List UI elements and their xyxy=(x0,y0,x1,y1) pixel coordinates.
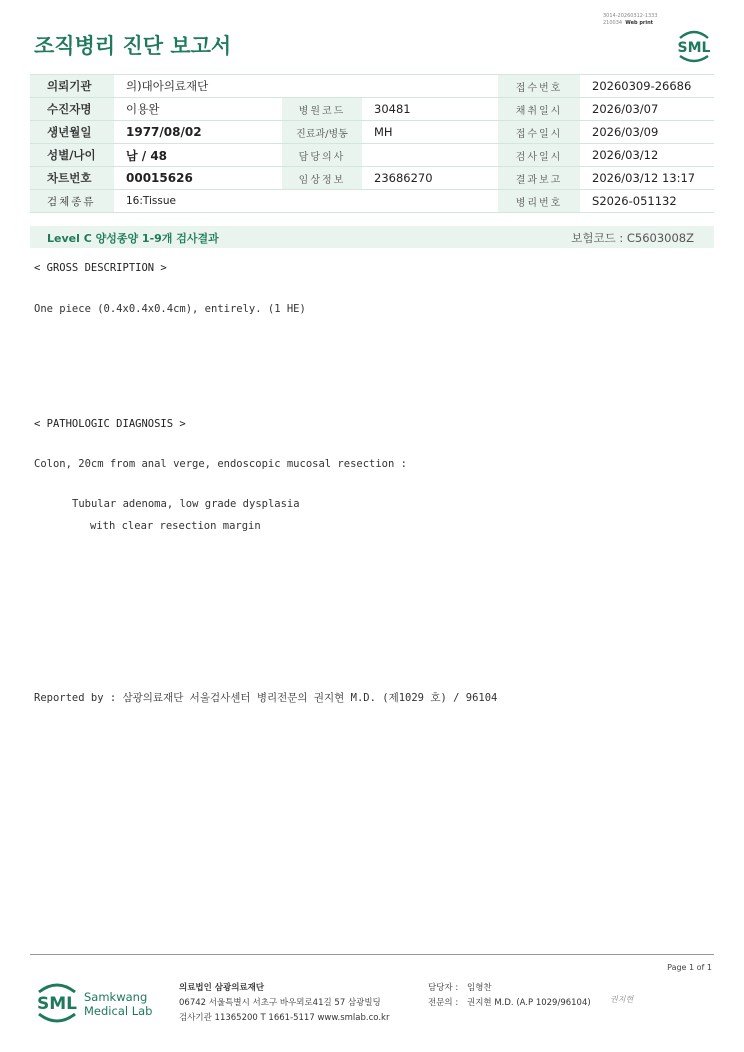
print-stamp xyxy=(603,13,658,27)
diagnosis-line-1: Tubular adenoma, low grade dysplasia xyxy=(72,498,300,510)
footer-divider xyxy=(30,954,714,955)
table-row xyxy=(30,121,714,144)
specimen-description: Colon, 20cm from anal verge, endoscopic mucosal resection : xyxy=(34,458,407,470)
patient-info-table xyxy=(30,74,714,213)
value-clinical-info: 23686270 xyxy=(362,167,498,190)
table-row xyxy=(30,98,714,121)
brand-line-1: Samkwang xyxy=(84,990,148,1004)
value-receipt-date: 2026/03/09 xyxy=(580,121,714,144)
value-collection-date: 2026/03/07 xyxy=(580,98,714,121)
stamp-line-2 xyxy=(603,20,658,27)
label-exam-date: 검사일시 xyxy=(498,144,580,167)
report-title: 조직병리 진단 보고서 xyxy=(34,34,232,58)
label-chart-no: 차트번호 xyxy=(30,167,114,190)
label-sex-age: 성별/나이 xyxy=(30,144,114,167)
samkwang-logo-icon xyxy=(35,978,160,1030)
label-receipt-no: 접수번호 xyxy=(498,75,580,98)
label-birth-date: 생년월일 xyxy=(30,121,114,144)
staff-label: 담당자 : xyxy=(428,983,459,993)
gross-description-heading: < GROSS DESCRIPTION > xyxy=(34,262,167,274)
test-result-bar xyxy=(30,226,714,248)
table-row xyxy=(30,75,714,98)
label-hospital-code: 병원코드 xyxy=(282,98,362,121)
table-row xyxy=(30,167,714,190)
logo-text: SML xyxy=(677,40,711,56)
value-result-report: 2026/03/12 13:17 xyxy=(580,167,714,190)
value-pathology-no: S2026-051132 xyxy=(580,190,714,213)
org-contact: 검사기관 11365200 T 1661-5117 www.smlab.co.kr xyxy=(179,1013,390,1023)
gross-description-text: One piece (0.4x0.4x0.4cm), entirely. (1 HE) xyxy=(34,303,306,315)
label-pathology-no: 병리번호 xyxy=(498,190,580,213)
value-exam-date: 2026/03/12 xyxy=(580,144,714,167)
stamp-id: 210034 xyxy=(603,20,623,26)
org-name: 의료법인 삼광의료재단 xyxy=(179,983,265,993)
table-row xyxy=(30,144,714,167)
value-sex-age: 남 / 48 xyxy=(114,144,282,167)
label-clinical-info: 임상정보 xyxy=(282,167,362,190)
reported-by: Reported by : 삼광의료재단 서울검사센터 병리전문의 권지현 M.D. (제1029 호) / 96104 xyxy=(34,692,498,704)
value-department: MH xyxy=(362,121,498,144)
sml-logo-icon xyxy=(674,26,714,68)
value-specimen-type: 16:Tissue xyxy=(114,190,498,213)
diagnosis-line-2: with clear resection margin xyxy=(90,520,261,532)
label-result-report: 결과보고 xyxy=(498,167,580,190)
staff-name: 임형찬 xyxy=(467,983,492,993)
specialist-name: 권지현 M.D. (A.P 1029/96104) xyxy=(467,998,591,1008)
specialist-label: 전문의 : xyxy=(428,998,459,1008)
org-address: 06742 서울특별시 서초구 바우뫼로41길 57 삼광빌딩 xyxy=(179,998,381,1008)
brand-line-2: Medical Lab xyxy=(84,1004,153,1018)
page-number: Page 1 of 1 xyxy=(667,963,712,972)
value-birth-date: 1977/08/02 xyxy=(114,121,282,144)
value-chart-no: 00015626 xyxy=(114,167,282,190)
label-collection-date: 채취일시 xyxy=(498,98,580,121)
value-doctor xyxy=(362,144,498,167)
label-department: 진료과/병동 xyxy=(282,121,362,144)
label-receipt-date: 접수일시 xyxy=(498,121,580,144)
test-name: Level C 양성종양 1-9개 검사결과 xyxy=(47,232,219,245)
signature: 권지현 xyxy=(610,995,634,1004)
label-doctor: 담당의사 xyxy=(282,144,362,167)
stamp-line-1: 3014-20260312-1333 xyxy=(603,13,658,19)
label-requester: 의뢰기관 xyxy=(30,75,114,98)
stamp-label: Web print xyxy=(625,20,654,26)
value-patient-name: 이용완 xyxy=(114,98,282,121)
pathologic-diagnosis-heading: < PATHOLOGIC DIAGNOSIS > xyxy=(34,418,186,430)
label-patient-name: 수진자명 xyxy=(30,98,114,121)
table-row xyxy=(30,190,714,213)
value-receipt-no: 20260309-26686 xyxy=(580,75,714,98)
footer-logo-text: SML xyxy=(37,994,77,1014)
label-specimen-type: 검체종류 xyxy=(30,190,114,213)
insurance-code: 보험코드 : C5603008Z xyxy=(571,231,694,245)
value-requester: 의)대아의료재단 xyxy=(114,75,498,98)
value-hospital-code: 30481 xyxy=(362,98,498,121)
